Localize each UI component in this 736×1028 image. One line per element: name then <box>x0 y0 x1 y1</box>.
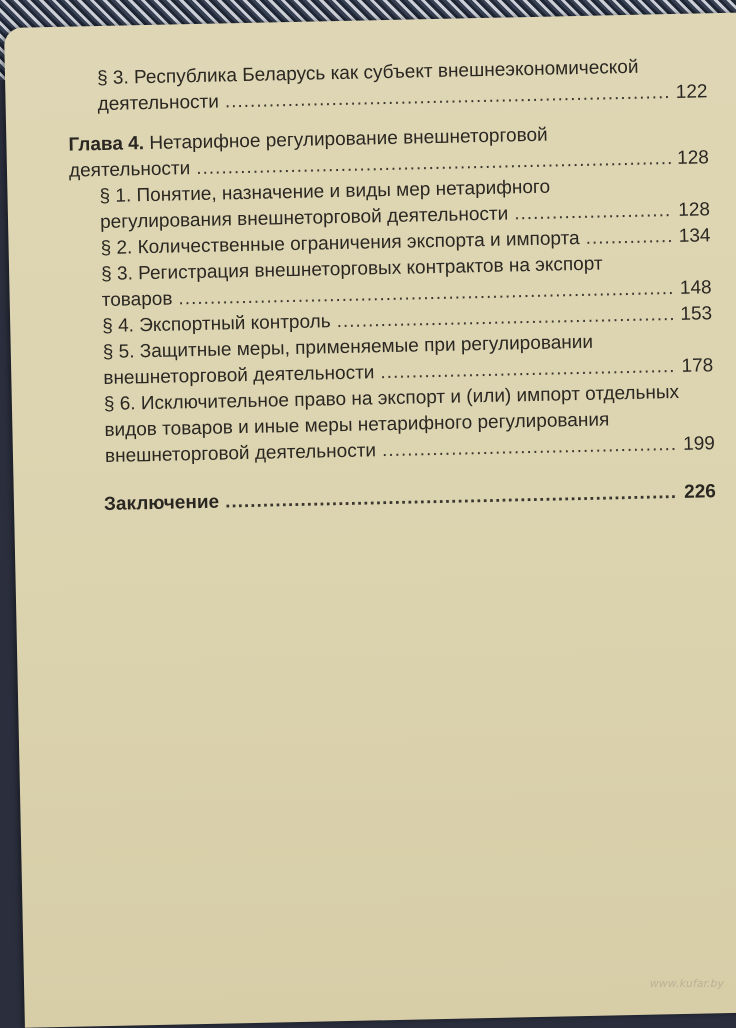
toc-entry-title: внешнеторговой деятельности <box>104 440 377 467</box>
chapter-title: деятельности <box>68 158 191 182</box>
toc-entry-title: регулирования внешнеторговой деятельности <box>99 203 509 234</box>
toc-entry-title: § 3. Регистрация внешнеторговых контрактов на экспорт <box>100 253 603 286</box>
watermark: www.kufar.by <box>649 977 724 990</box>
page-number: 226 <box>683 481 717 503</box>
toc-entry-title: товаров <box>101 288 173 312</box>
dot-leader <box>225 480 679 515</box>
conclusion-title: Заключение <box>103 491 220 516</box>
toc-entry-title: § 1. Понятие, назначение и виды мер нетарифного <box>99 176 551 208</box>
toc-entry-title: § 6. Исключительное право на экспорт и (или) импорт отдельных <box>103 381 680 415</box>
table-of-contents <box>67 53 716 518</box>
dot-leader <box>382 432 678 464</box>
page-number: 122 <box>675 81 708 103</box>
chapter-title: Нетарифное регулирование внешнеторговой <box>143 124 548 155</box>
dot-leader <box>514 198 673 227</box>
page-number: 128 <box>676 147 710 169</box>
page-number: 199 <box>682 433 716 455</box>
toc-entry <box>67 53 708 118</box>
toc-entry-title: видов товаров и иные меры нетарифного регулирования <box>104 409 610 441</box>
conclusion-entry <box>76 479 716 518</box>
toc-entry-title: § 5. Защитные меры, применяемые при регулировании <box>102 331 594 363</box>
toc-entry-title: § 3. Республика Беларусь как субъект внешнеэкономической <box>96 56 639 90</box>
toc-entry-title: деятельности <box>97 91 220 116</box>
page-number: 148 <box>679 277 712 299</box>
page-number: 134 <box>678 225 711 247</box>
toc-entry-title: § 4. Экспортный контроль <box>102 311 331 338</box>
page-number: 178 <box>681 355 714 377</box>
toc-entry <box>74 379 715 470</box>
page-number: 128 <box>678 199 711 221</box>
book-page <box>4 12 736 1028</box>
toc-entry-title: § 2. Количественные ограничения экспорта и импорта <box>100 227 580 260</box>
chapter-label: Глава 4. <box>68 133 145 156</box>
page-number: 153 <box>680 303 713 325</box>
toc-entry-title: внешнеторговой деятельности <box>103 362 375 389</box>
dot-leader <box>585 224 673 252</box>
